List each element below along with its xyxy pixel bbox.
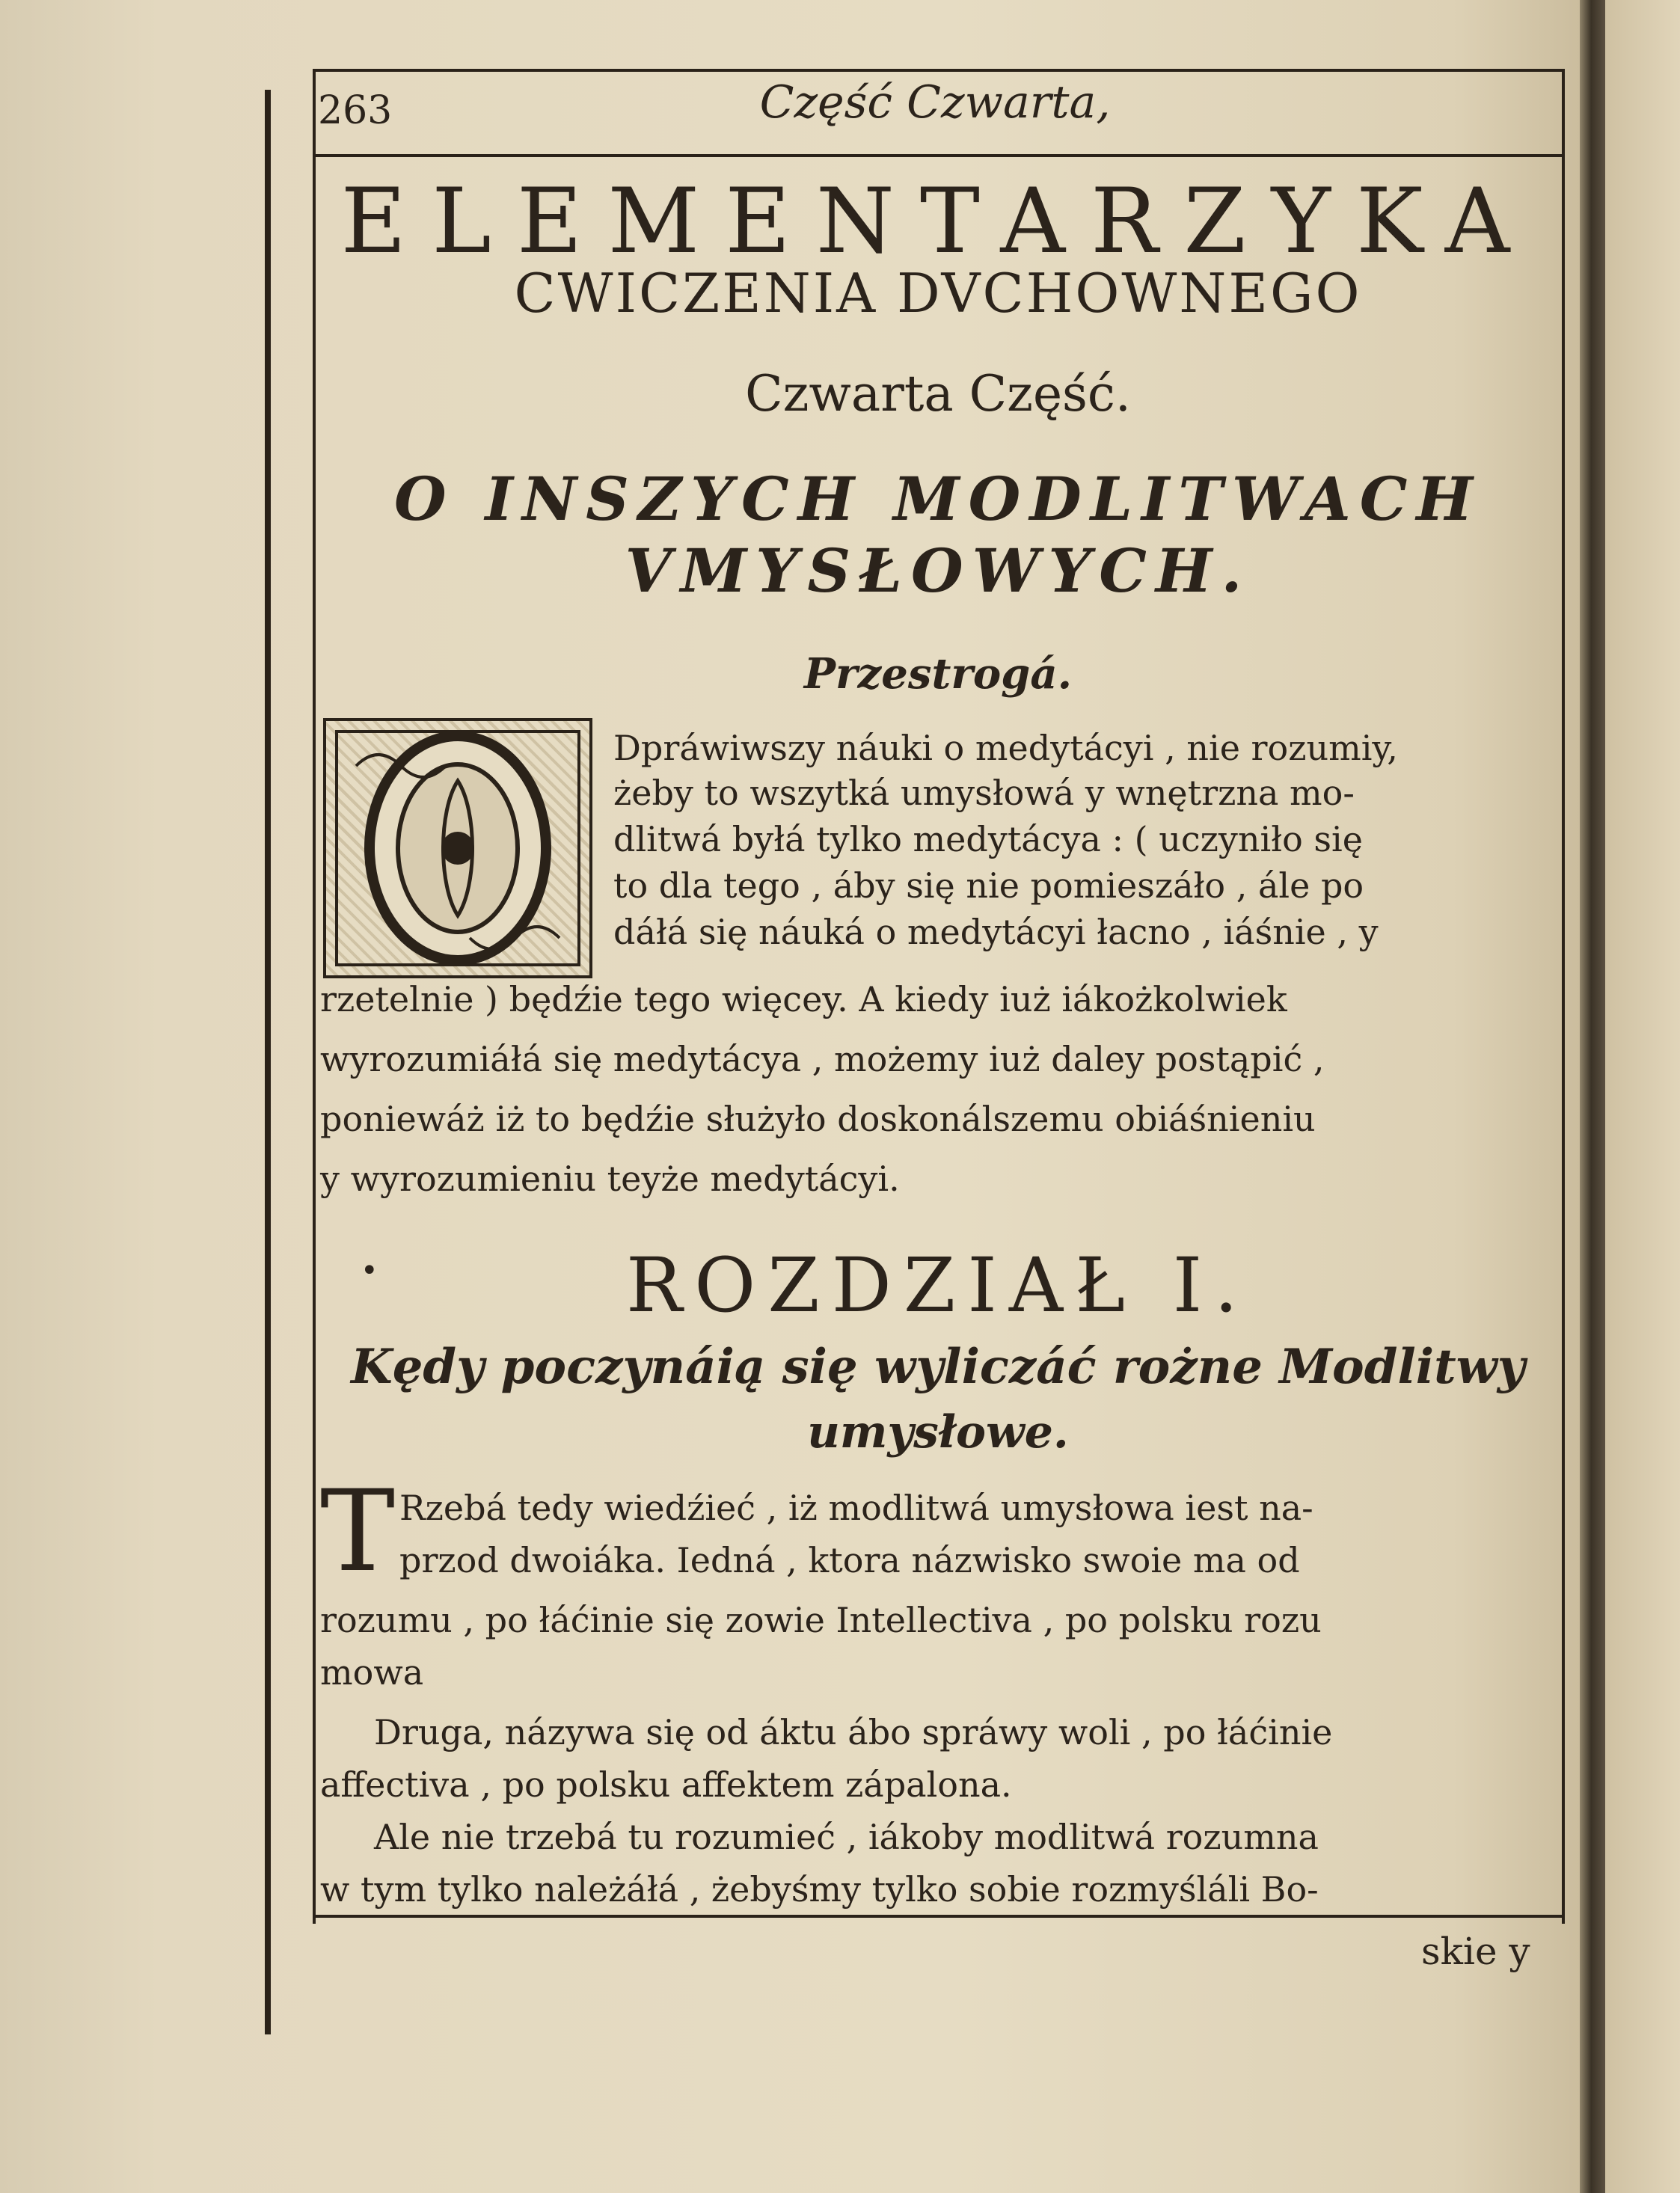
main-title: ELEMENTARZYKA [340, 170, 1536, 274]
warning-line: Dpráwiwszy náuki o medytácyi , nie rozumiy, [613, 728, 1398, 768]
page-number: 263 [318, 88, 393, 133]
warning-line: poniewáż iż to będźie służyło doskonálszemu obiáśnieniu [320, 1099, 1316, 1139]
frame-top-rule [314, 69, 1562, 72]
margin-rule-outer [265, 90, 271, 2034]
paragraph-line: przod dwoiáka. Iedná , ktora názwisko swoie ma od [399, 1540, 1300, 1580]
paragraph-line: affectiva , po polsku affektem zápalona. [320, 1764, 1012, 1805]
part-label: Czwarta Część. [745, 365, 1131, 423]
warning-line: wyrozumiáłá się medytácya , możemy iuż daley postąpić , [320, 1039, 1325, 1079]
section-title-line2: VMYSŁOWYCH. [625, 536, 1251, 606]
ornamental-initial [323, 718, 592, 978]
facing-page-edge [1605, 0, 1680, 2193]
paragraph-line: w tym tylko należáłá , żebyśmy tylko sobie rozmyśláli Bo- [320, 1869, 1319, 1910]
frame-right-rule [1562, 69, 1565, 1924]
warning-line: rzetelnie ) będźie tego więcey. A kiedy iuż iákożkolwiek [320, 979, 1287, 1019]
paragraph-line: Rzebá tedy wiedźieć , iż modlitwá umysłowa iest na- [399, 1488, 1313, 1528]
paragraph-line: Druga, názywa się od áktu ábo spráwy woli , po łáćinie [374, 1712, 1333, 1752]
section-title-line1: O INSZYCH MODLITWACH [394, 464, 1482, 534]
paragraph-line: Ale nie trzebá tu rozumieć , iákoby modlitwá rozumna [374, 1817, 1319, 1857]
paragraph-line: mowa [320, 1652, 424, 1693]
catchword: skie y [1421, 1930, 1530, 1973]
book-spine [1580, 0, 1605, 2193]
chapter-title: ROZDZIAŁ I. [625, 1242, 1251, 1329]
warning-line: y wyrozumieniu teyże medytácyi. [320, 1159, 900, 1199]
warning-line: to dla tego , áby się nie pomieszáło , ále po [613, 865, 1364, 906]
chapter-subtitle-line2: umysłowe. [807, 1406, 1069, 1459]
header-rule [314, 154, 1562, 157]
drop-initial: T [320, 1467, 396, 1597]
paragraph-line: rozumu , po łáćinie się zowie Intellectiva , po polsku rozu [320, 1600, 1322, 1640]
running-head: Część Czwarta, [759, 76, 1111, 129]
warning-line: dáłá się náuká o medytácyi łacno , iáśnie , y [613, 912, 1379, 952]
bullet-mark: • [361, 1254, 378, 1288]
warning-heading: Przestrogá. [803, 649, 1073, 699]
footer-rule [314, 1915, 1562, 1918]
warning-line: żeby to wszytká umysłowá y wnętrzna mo- [613, 773, 1355, 813]
warning-line: dlitwá byłá tylko medytácya : ( uczyniło się [613, 819, 1363, 859]
chapter-subtitle-line1: Kędy poczynáią się wyliczáć rożne Modlitwy [351, 1339, 1525, 1395]
title-subtitle: CWICZENIA DVCHOWNEGO [514, 262, 1362, 325]
frame-left-rule [313, 69, 316, 1924]
ornament-icon [326, 721, 589, 975]
